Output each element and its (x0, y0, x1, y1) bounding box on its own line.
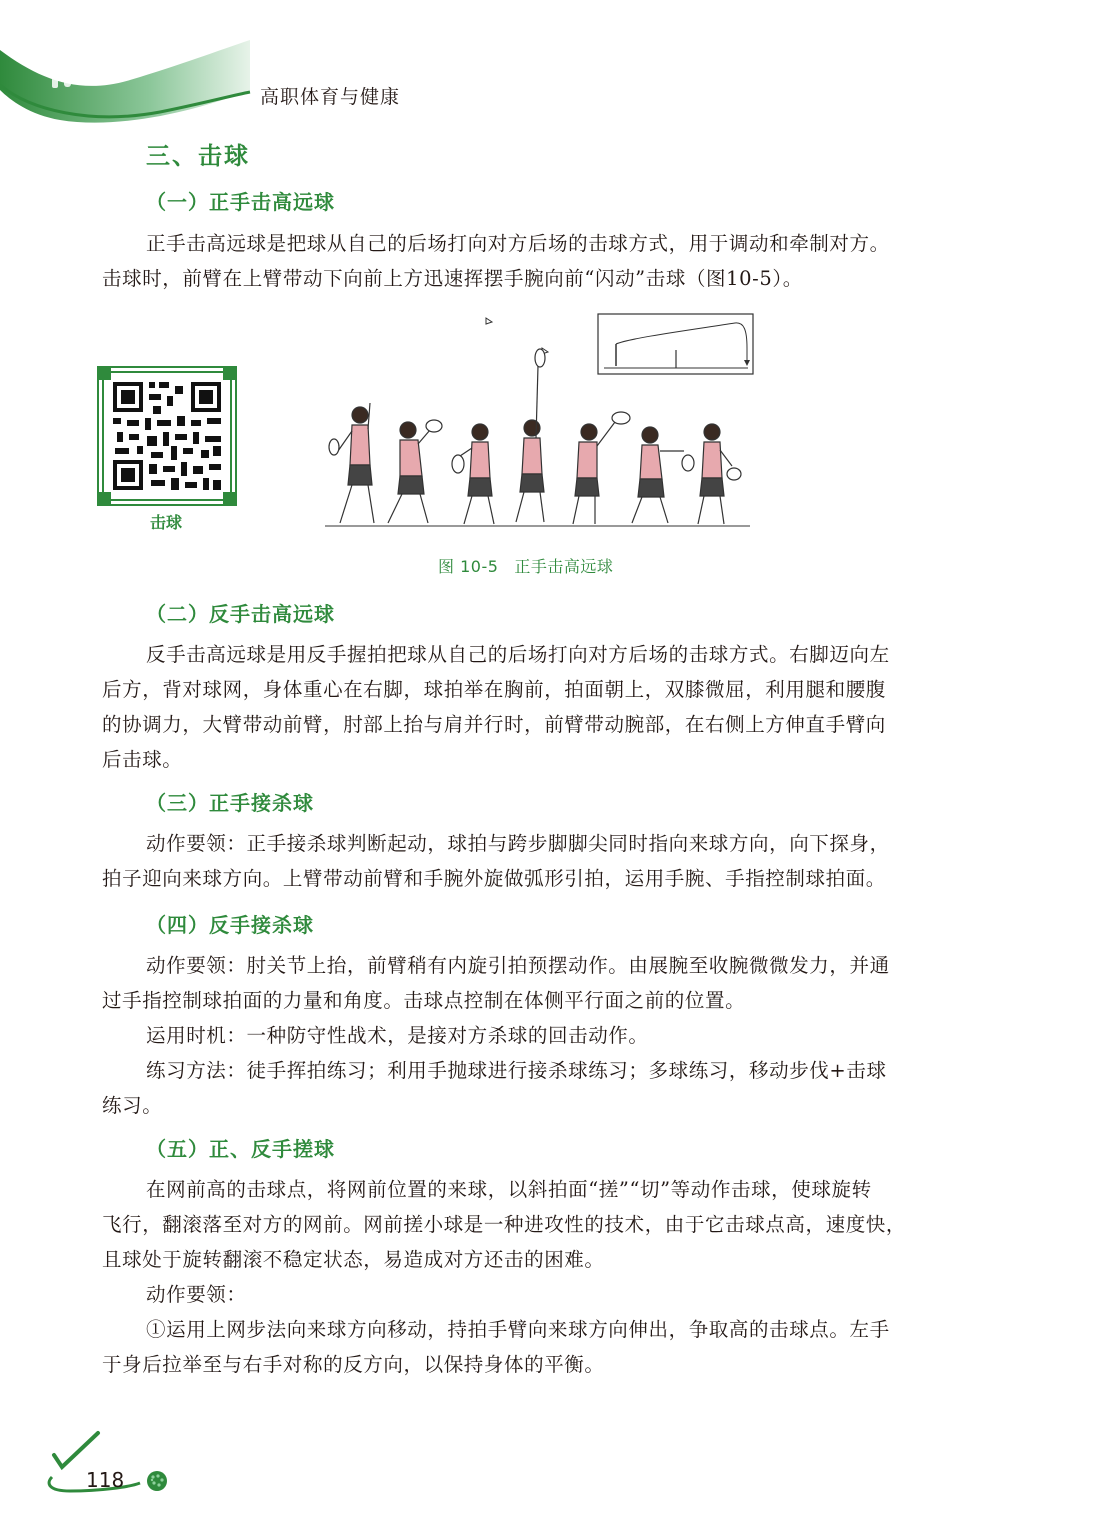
paragraph-2 (102, 637, 972, 777)
qr-code[interactable] (97, 366, 237, 506)
paragraph-1 (102, 226, 972, 296)
text-line: 反手击高远球是用反手握拍把球从自己的后场打向对方后场的击球方式。右脚迈向左 (146, 643, 890, 666)
text-line: 动作要领：正手接杀球判断起动，球拍与跨步脚脚尖同时指向来球方向，向下探身， (146, 832, 890, 855)
text-line: 练习方法：徒手挥拍练习；利用手抛球进行接杀球练习；多球练习，移动步伐+击球 (146, 1059, 887, 1082)
text-line: ①运用上网步法向来球方向移动，持拍手臂向来球方向伸出，争取高的击球点。左手 (146, 1318, 890, 1341)
header-runners-banner (0, 0, 260, 130)
text-line: 过手指控制球拍面的力量和角度。击球点控制在体侧平行面之前的位置。 (102, 989, 746, 1012)
qr-caption: 击球 (150, 513, 183, 532)
text-line: 练习。 (102, 1094, 163, 1117)
text-line: 击球时，前臂在上臂带动下向前上方迅速挥摆手腕向前“闪动”击球（图10-5）。 (102, 267, 803, 290)
subsection-title-3: （三）正手接杀球 (146, 791, 314, 815)
paragraph-5 (102, 1172, 972, 1382)
text-line: 后击球。 (102, 748, 183, 771)
subsection-title-5: （五）正、反手搓球 (146, 1137, 335, 1161)
footer-check-swoosh (40, 1425, 200, 1505)
text-line: 运用时机：一种防守性战术，是接对方杀球的回击动作。 (146, 1024, 649, 1047)
figure-title: 正手击高远球 (514, 557, 614, 576)
paragraph-4 (102, 948, 972, 1123)
text-line: 于身后拉举至与右手对称的反方向，以保持身体的平衡。 (102, 1353, 605, 1376)
subsection-title-2: （二）反手击高远球 (146, 602, 335, 626)
page-number: 118 (86, 1468, 125, 1492)
subsection-title-4: （四）反手接杀球 (146, 913, 314, 937)
text-line: 正手击高远球是把球从自己的后场打向对方后场的击球方式，用于调动和牵制对方。 (146, 232, 890, 255)
text-line: 飞行，翻滚落至对方的网前。网前搓小球是一种进攻性的技术，由于它击球点高，速度快， (102, 1213, 907, 1236)
text-line: 的协调力，大臂带动前臂，肘部上抬与肩并行时，前臂带动腕部，在右侧上方伸直手臂向 (102, 713, 886, 736)
text-line: 后方，背对球网，身体重心在右脚，球拍举在胸前，拍面朝上，双膝微屈，利用腿和腰腹 (102, 678, 886, 701)
text-line: 且球处于旋转翻滚不稳定状态，易造成对方还击的困难。 (102, 1248, 605, 1271)
text-line: 拍子迎向来球方向。上臂带动前臂和手腕外旋做弧形引拍，运用手腕、手指控制球拍面。 (102, 867, 886, 890)
subsection-title-1: （一）正手击高远球 (146, 190, 335, 214)
book-title: 高职体育与健康 (260, 86, 401, 108)
text-line: 动作要领： (146, 1283, 247, 1306)
text-line: 在网前高的击球点，将网前位置的来球，以斜拍面“搓”“切”等动作击球，使球旋转 (146, 1178, 872, 1201)
forehand-clear-illustration (310, 308, 760, 538)
figure-caption (438, 554, 629, 577)
section-title: 三、击球 (146, 141, 250, 170)
paragraph-3 (102, 826, 972, 896)
figure-label: 图 10-5 (438, 557, 499, 576)
text-line: 动作要领：肘关节上抬，前臂稍有内旋引拍预摆动作。由展腕至收腕微微发力，并通 (146, 954, 890, 977)
